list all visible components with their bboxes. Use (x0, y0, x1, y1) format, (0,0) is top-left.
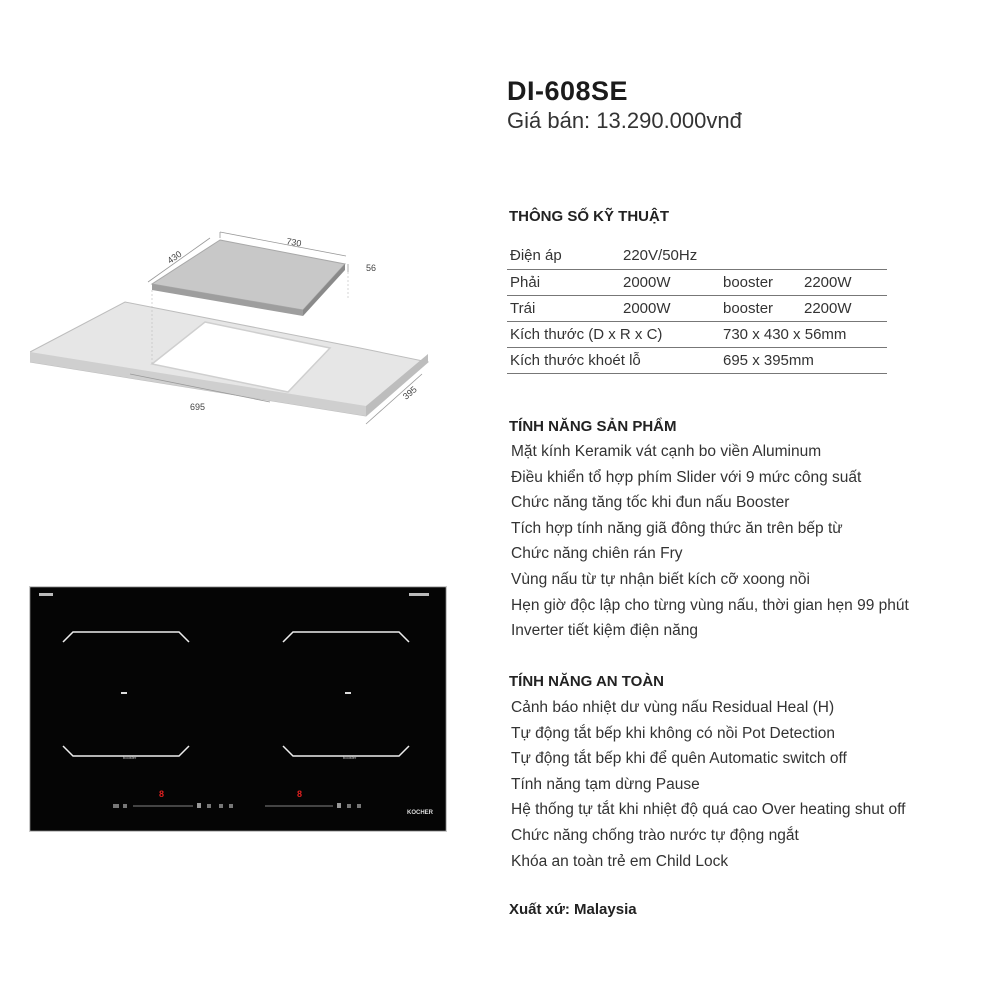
spec-booster: booster (723, 299, 774, 317)
brand-logo-left (39, 593, 53, 596)
list-item: Tính năng tạm dừng Pause (511, 775, 700, 793)
features-list (511, 439, 909, 644)
timer-key-icon[interactable] (207, 804, 211, 808)
spec-label: Điện áp (510, 247, 562, 265)
brand-logo-right (409, 593, 429, 596)
dimension-diagram (30, 230, 450, 430)
cut-depth-label: 395 (400, 384, 419, 402)
dim-width-label: 730 (285, 236, 303, 249)
spec-booster-value: 2200W (804, 273, 852, 291)
pause-key-icon[interactable] (357, 804, 361, 808)
list-item: Cảnh báo nhiệt dư vùng nấu Residual Heal (H) (511, 699, 835, 716)
power-display-right: 8 (297, 789, 303, 799)
list-item: Chức năng tăng tốc khi đun nấu Booster (511, 494, 790, 512)
zone-center-mark (121, 692, 127, 694)
product-price: Giá bán: 13.290.000vnđ (507, 108, 742, 133)
spec-row (507, 295, 887, 321)
spec-table (507, 243, 887, 374)
spec-row (507, 321, 887, 347)
cooktop-image (29, 586, 447, 832)
power-display-left: 8 (159, 789, 165, 799)
slider-right[interactable] (265, 805, 333, 807)
pause-key-icon[interactable] (219, 804, 223, 808)
booster-key-icon[interactable] (337, 803, 341, 808)
safety-list (511, 695, 905, 874)
cooktop-brand: KOCHER (407, 810, 434, 816)
spec-value: 2000W (623, 273, 671, 291)
list-item: Điều khiển tổ hợp phím Slider với 9 mức công suất (511, 468, 862, 486)
spec-label: Trái (510, 299, 536, 317)
list-item: Tự động tắt bếp khi không có nồi Pot Detection (511, 724, 836, 742)
list-item: Hẹn giờ độc lập cho từng vùng nấu, thời gian hẹn 99 phút (511, 596, 909, 614)
product-model: DI-608SE (507, 76, 629, 106)
list-item: Vùng nấu từ tự nhận biết kích cỡ xoong nồi (511, 570, 810, 588)
spec-booster-value: 2200W (804, 299, 852, 317)
booster-label-right: booster (343, 755, 357, 760)
spec-value: 220V/50Hz (623, 247, 698, 265)
power-key-icon[interactable] (113, 804, 119, 808)
lock-key-icon[interactable] (123, 804, 127, 808)
booster-label-left: booster (123, 755, 137, 760)
list-item: Hệ thống tự tắt khi nhiệt độ quá cao Over heating shut off (511, 801, 906, 819)
spec-row (507, 347, 887, 373)
list-item: Chức năng chiên rán Fry (511, 545, 683, 563)
timer-key-icon[interactable] (347, 804, 351, 808)
zone-center-mark (345, 692, 351, 694)
spec-label: Phải (510, 273, 541, 291)
list-item: Inverter tiết kiệm điện năng (511, 622, 698, 640)
list-item: Tích hợp tính năng giã đông thức ăn trên bếp từ (511, 519, 843, 537)
features-title: TÍNH NĂNG SẢN PHẨM (509, 418, 677, 435)
spec-booster (720, 243, 801, 269)
fry-key-icon[interactable] (229, 804, 233, 808)
spec-row (507, 269, 887, 295)
list-item: Tự động tắt bếp khi để quên Automatic switch off (511, 750, 847, 768)
list-item: Khóa an toàn trẻ em Child Lock (511, 852, 729, 870)
spec-label: Kích thước khoét lỗ (510, 351, 641, 369)
spec-row (507, 243, 887, 269)
spec-booster: booster (723, 273, 774, 291)
spec-value: 2000W (623, 299, 671, 317)
specs-title: THÔNG SỐ KỸ THUẬT (509, 208, 669, 225)
list-item: Mặt kính Keramik vát cạnh bo viền Aluminum (511, 443, 822, 460)
dim-depth-label: 430 (165, 248, 184, 266)
spec-booster-value (801, 243, 887, 269)
safety-title: TÍNH NĂNG AN TOÀN (509, 673, 664, 690)
booster-key-icon[interactable] (197, 803, 201, 808)
cooktop-glass (30, 587, 447, 832)
cut-width-label: 695 (190, 402, 206, 412)
list-item: Chức năng chống trào nước tự động ngắt (511, 826, 799, 844)
origin-label: Xuất xứ: Malaysia (509, 901, 637, 918)
slider-left[interactable] (133, 805, 193, 807)
dim-height-label: 56 (366, 263, 377, 273)
spec-value: 695 x 395mm (723, 351, 814, 369)
spec-label: Kích thước (D x R x C) (510, 325, 663, 343)
spec-value: 730 x 430 x 56mm (723, 325, 847, 343)
